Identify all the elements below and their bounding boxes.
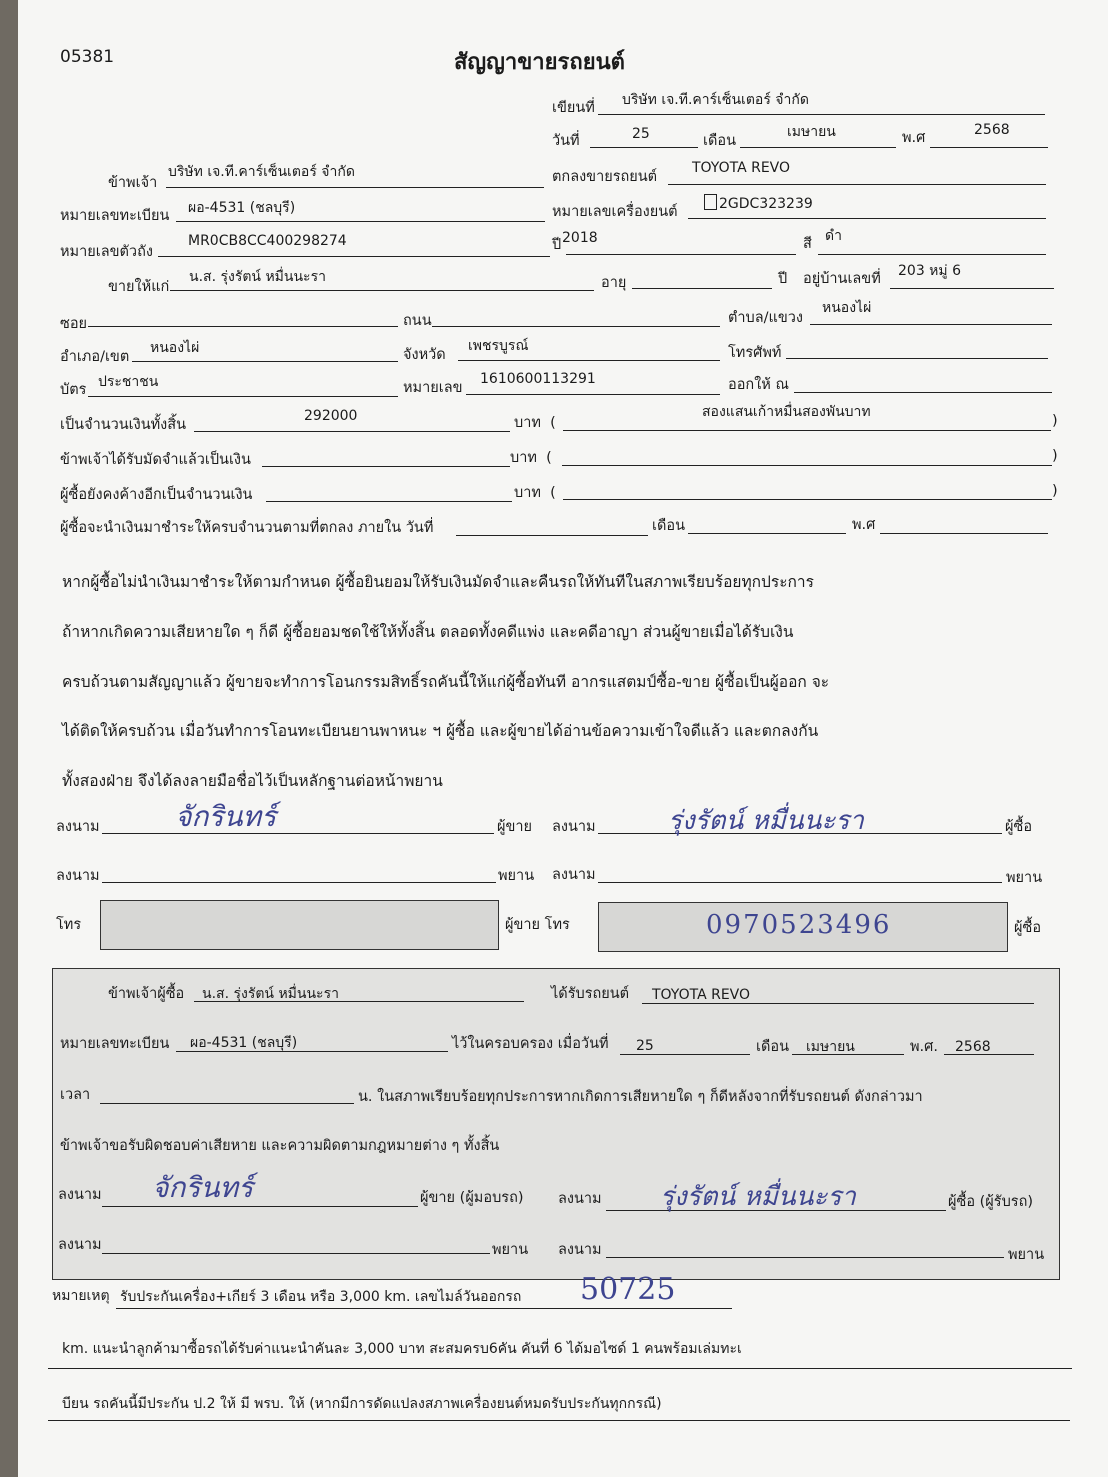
written-at-value: บริษัท เจ.ที.คาร์เซ็นเตอร์ จำกัด (622, 92, 809, 108)
be-year-value: 2568 (974, 122, 1010, 138)
seller-sign-label: ลงนาม (56, 819, 100, 835)
reg-no-label: หมายเลขทะเบียน (60, 208, 170, 224)
chassis-no-value: MR0CB8CC400298274 (188, 233, 347, 249)
receipt-year-value: 2568 (955, 1039, 991, 1055)
receipt-car-value: TOYOTA REVO (652, 987, 751, 1003)
deposit-words-line (562, 465, 1052, 466)
phone-line (786, 358, 1048, 359)
month-value: เมษายน (787, 124, 836, 140)
receipt-witness2-label: ลงนาม (558, 1242, 602, 1258)
district-value: หนองไผ่ (150, 340, 200, 356)
card-no-value: 1610600113291 (480, 371, 596, 387)
receipt-seller-signature: จักรินทร์ (152, 1171, 254, 1204)
checkbox-icon (704, 194, 717, 210)
buyer-line (170, 290, 594, 291)
card-no-line (466, 394, 720, 395)
house-no-line (890, 288, 1054, 289)
receipt-buyer-role: ผู้ซื้อ (ผู้รับรถ) (948, 1194, 1034, 1210)
receipt-car-line (642, 1003, 1034, 1004)
age-line (632, 288, 772, 289)
receipt-witness2-line (606, 1257, 1004, 1258)
seller-line (166, 187, 544, 188)
terms-line-5: ทั้งสองฝ่าย จึงได้ลงลายมือชื่อไว้เป็นหลักฐานต่อหน้าพยาน (62, 772, 443, 790)
year-value: 2018 (562, 230, 598, 246)
witness1-sign-label: ลงนาม (56, 868, 100, 884)
card-label: บัตร (60, 382, 87, 398)
receipt-buyer-value: น.ส. รุ่งรัตน์ หมื่นนะรา (202, 986, 339, 1002)
pay-year-line (880, 533, 1048, 534)
terms-line-2: ถ้าหากเกิดความเสียหายใด ๆ ก็ดี ผู้ซื้อยอมชดใช้ให้ทั้งสิ้น ตลอดทั้งคดีแพ่ง และคดีอาญา ส่วนผู้ขายเมื่อได้รับเงิน (62, 623, 794, 641)
pay-within-label: ผู้ซื้อจะนำเงินมาชำระให้ครบจำนวนตามที่ตกลง ภายใน วันที่ (60, 520, 434, 536)
province-value: เพชรบูรณ์ (468, 338, 529, 354)
card-line (88, 396, 398, 397)
receipt-reg-value: ผอ-4531 (ชลบุรี) (190, 1035, 298, 1051)
terms-line-4: ได้ติดให้ครบถ้วน เมื่อวันทำการโอนทะเบียนยานพาหนะ ฯ ผู้ซื้อ และผู้ขายได้อ่านข้อความเข้าใจดีแล้ว และตกลงกัน (62, 722, 819, 740)
receipt-time-line (100, 1103, 354, 1104)
receipt-year-label: พ.ศ. (910, 1039, 938, 1055)
receipt-seller-role: ผู้ขาย (ผู้มอบรถ) (420, 1190, 524, 1206)
total-close-paren: ) (1052, 413, 1058, 429)
terms-line-1: หากผู้ซื้อไม่นำเงินมาชำระให้ตามกำหนด ผู้ซื้อยินยอมให้รับเงินมัดจำและคืนรถให้ทันทีในสภาพเรียบร้อยทุกประการ (62, 573, 814, 591)
receipt-witness1-line (102, 1253, 490, 1254)
receipt-buyer-label: ข้าพเจ้าผู้ซื้อ (108, 986, 185, 1002)
contract-title: สัญญาขายรถยนต์ (454, 50, 625, 75)
total-value: 292000 (304, 408, 358, 424)
witness1-line (102, 882, 496, 883)
remark-underline-1 (116, 1308, 732, 1309)
receipt-responsibility: ข้าพเจ้าขอรับผิดชอบค่าเสียหาย และความผิดตามกฎหมายต่าง ๆ ทั้งสิ้น (60, 1138, 500, 1154)
total-words-value: สองแสนเก้าหมื่นสองพันบาท (702, 404, 871, 420)
total-baht-label: บาท ( (514, 415, 556, 431)
agree-sell-label: ตกลงขายรถยนต์ (552, 169, 658, 185)
remaining-line (266, 501, 512, 502)
remark-line-2: km. แนะนำลูกค้ามาซื้อรถได้รับค่าแนะนำคันละ 3,000 บาท สะสมครบ6คัน คันที่ 6 ได้มอไซด์ 1 คนพร้อมเล่มทะเ (62, 1341, 742, 1357)
soi-line (88, 326, 398, 327)
written-at-label: เขียนที่ (552, 100, 595, 116)
remaining-baht-text: บาท (514, 485, 541, 501)
receipt-month-label: เดือน (756, 1039, 789, 1055)
witness2-sign-label: ลงนาม (552, 867, 596, 883)
witness2-role-label: พยาน (1006, 870, 1043, 886)
reg-no-value: ผอ-4531 (ชลบุรี) (188, 200, 296, 216)
written-at-line (598, 114, 1045, 115)
remark-label: หมายเหตุ (52, 1288, 110, 1304)
seller-phone-box (100, 900, 499, 950)
color-value: ดำ (825, 228, 842, 244)
total-label: เป็นจำนวนเงินทั้งสิ้น (60, 417, 187, 433)
issued-at-label: ออกให้ ณ (728, 377, 789, 393)
receipt-day-line (620, 1054, 750, 1055)
receipt-reg-label: หมายเลขทะเบียน (60, 1036, 170, 1052)
remaining-words-line (563, 499, 1052, 500)
deposit-baht-text: บาท (510, 450, 537, 466)
buyer-sign-label: ลงนาม (552, 819, 596, 835)
car-receipt-box (52, 968, 1060, 1280)
seller-tel-role-label: ผู้ขาย โทร (505, 917, 570, 933)
i-am-label: ข้าพเจ้า (108, 175, 158, 191)
color-line (818, 254, 1046, 255)
engine-no-label: หมายเลขเครื่องยนต์ (552, 204, 678, 220)
date-label: วันที่ (552, 133, 580, 149)
remark-line-3: บียน รถคันนี้มีประกัน ป.2 ให้ มี พรบ. ให้ (หากมีการดัดแปลงสภาพเครื่องยนต์หมดรับประกันทุกกรณี) (62, 1396, 662, 1412)
total-words-line (563, 430, 1051, 431)
receipt-buyer-signature: รุ่งรัตน์ หมื่นนะรา (660, 1182, 856, 1212)
be-year-line (930, 147, 1048, 148)
issued-at-line (794, 392, 1052, 393)
age-label: อายุ (601, 275, 627, 291)
reg-no-line (176, 221, 545, 222)
buyer-name-value: น.ส. รุ่งรัตน์ หมื่นนะรา (189, 269, 326, 285)
buyer-role-label: ผู้ซื้อ (1005, 819, 1033, 835)
receipt-witness1-label: ลงนาม (58, 1237, 102, 1253)
card-no-label: หมายเลข (403, 380, 463, 396)
date-line (590, 147, 698, 148)
years-old-label: ปี (778, 271, 788, 287)
subdistrict-line (810, 324, 1052, 325)
card-value: ประชาชน (98, 374, 159, 390)
buyer-signature: รุ่งรัตน์ หมื่นนะรา (668, 806, 864, 836)
remaining-label: ผู้ซื้อยังคงค้างอีกเป็นจำนวนเงิน (60, 487, 253, 503)
receipt-seller-sign-label: ลงนาม (58, 1187, 102, 1203)
house-no-label: อยู่บ้านเลขที่ (803, 271, 881, 287)
chassis-no-line (158, 256, 550, 257)
pay-month-line (688, 533, 846, 534)
month-line (740, 147, 896, 148)
buyer-phone-value: 0970523496 (706, 910, 892, 940)
seller-sign-line (102, 833, 494, 834)
district-line (132, 361, 398, 362)
road-label: ถนน (403, 313, 432, 329)
mileage-value: 50725 (580, 1272, 676, 1307)
car-model-value: TOYOTA REVO (692, 160, 791, 176)
terms-line-3: ครบถ้วนตามสัญญาแล้ว ผู้ขายจะทำการโอนกรรมสิทธิ์รถคันนี้ให้แก่ผู้ซื้อทันที อากรแสตมป์ซื้อ-ขาย ผู้ซื้อเป็นผู้ออก จะ (62, 673, 830, 691)
seller-role-label: ผู้ขาย (497, 819, 533, 835)
remark-underline-3 (48, 1420, 1070, 1421)
engine-no-value (704, 194, 813, 211)
pay-year-label: พ.ศ (852, 517, 876, 533)
seller-name-value: บริษัท เจ.ที.คาร์เซ็นเตอร์ จำกัด (168, 164, 355, 180)
witness1-role-label: พยาน (498, 868, 535, 884)
road-line (432, 326, 720, 327)
deposit-label: ข้าพเจ้าได้รับมัดจำแล้วเป็นเงิน (60, 452, 251, 468)
total-line (194, 431, 510, 432)
receipt-month-value: เมษายน (806, 1039, 855, 1055)
receipt-car-label: ได้รับรถยนต์ (551, 986, 630, 1002)
remark-line-1: รับประกันเครื่อง+เกียร์ 3 เดือน หรือ 3,000 km. เลขไมล์วันออกรถ (120, 1289, 522, 1305)
date-value: 25 (632, 126, 650, 142)
sell-to-label: ขายให้แก่ (108, 279, 170, 295)
year-line (566, 254, 796, 255)
be-year-label: พ.ศ (902, 130, 926, 146)
deposit-line (262, 466, 510, 467)
phone-label: โทรศัพท์ (728, 345, 782, 361)
house-no-value: 203 หมู่ 6 (898, 263, 961, 279)
car-model-line (668, 184, 1046, 185)
total-baht-text: บาท (514, 415, 541, 431)
remaining-close-paren: ) (1052, 483, 1058, 499)
year-label: ปี (552, 237, 562, 253)
witness2-line (598, 882, 1002, 883)
receipt-possession-label: ไว้ในครอบครอง เมื่อวันที่ (452, 1036, 609, 1052)
receipt-reg-line (176, 1051, 448, 1052)
subdistrict-value: หนองไผ่ (822, 300, 872, 316)
seller-signature: จักรินทร์ (175, 800, 277, 833)
remark-underline-2 (48, 1368, 1072, 1369)
receipt-witness1-role: พยาน (492, 1242, 529, 1258)
document-number: 05381 (60, 47, 115, 67)
buyer-tel-role-label: ผู้ซื้อ (1014, 920, 1042, 936)
remaining-baht-label: บาท ( (514, 485, 556, 501)
receipt-witness2-role: พยาน (1008, 1247, 1045, 1263)
chassis-no-label: หมายเลขตัวถัง (60, 244, 153, 260)
receipt-seller-sign-line (102, 1206, 418, 1207)
receipt-time-label: เวลา (60, 1087, 91, 1103)
receipt-time-text: น. ในสภาพเรียบร้อยทุกประการหากเกิดการเสียหายใด ๆ ก็ดีหลังจากที่รับรถยนต์ ดังกล่าวมา (358, 1089, 923, 1105)
receipt-buyer-sign-label: ลงนาม (558, 1191, 602, 1207)
seller-tel-label: โทร (56, 917, 82, 933)
province-line (458, 360, 720, 361)
receipt-day-value: 25 (636, 1038, 654, 1054)
deposit-close-paren: ) (1052, 448, 1058, 464)
pay-month-label: เดือน (652, 518, 685, 534)
month-label: เดือน (703, 133, 736, 149)
color-label: สี (803, 236, 812, 252)
province-label: จังหวัด (403, 347, 446, 363)
subdistrict-label: ตำบล/แขวง (728, 310, 804, 326)
deposit-baht-label: บาท ( (510, 450, 552, 466)
district-label: อำเภอ/เขต (60, 349, 130, 365)
engine-no-line (688, 218, 1046, 219)
engine-no-text: 2GDC323239 (719, 196, 813, 212)
pay-day-line (456, 535, 648, 536)
soi-label: ซอย (60, 316, 88, 332)
